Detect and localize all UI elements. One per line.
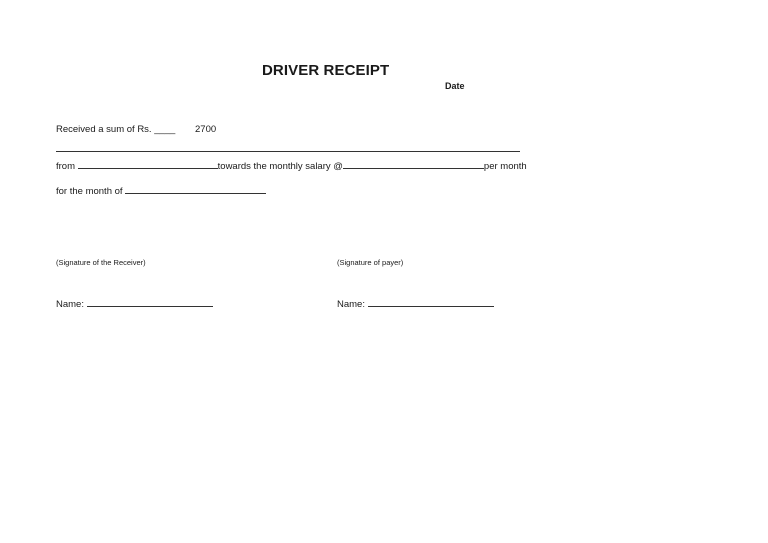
blank-rule-line xyxy=(56,151,520,152)
from-blank xyxy=(78,159,218,169)
receiver-name-label: Name: xyxy=(56,299,84,310)
receiver-name-line xyxy=(56,297,213,310)
receiver-name-blank xyxy=(87,297,213,307)
from-line xyxy=(56,159,527,172)
month-blank xyxy=(125,184,266,194)
for-month-label: for the month of xyxy=(56,186,123,197)
payer-name-label: Name: xyxy=(337,299,365,310)
receipt-title: DRIVER RECEIPT xyxy=(262,62,390,79)
per-month-text: per month xyxy=(483,161,527,172)
received-sum-text: Received a sum of Rs. ____ xyxy=(56,124,176,135)
received-sum-line xyxy=(56,124,175,135)
for-month-line xyxy=(56,184,266,197)
amount-value: 2700 xyxy=(195,124,217,135)
payer-name-blank xyxy=(368,297,494,307)
towards-text: towards the monthly salary @ xyxy=(217,161,343,172)
date-label: Date xyxy=(445,81,465,91)
payer-name-line xyxy=(337,297,494,310)
signature-receiver-label: (Signature of the Receiver) xyxy=(56,258,146,267)
signature-payer-label: (Signature of payer) xyxy=(337,258,404,267)
from-label: from xyxy=(56,161,75,172)
salary-blank xyxy=(343,159,484,169)
